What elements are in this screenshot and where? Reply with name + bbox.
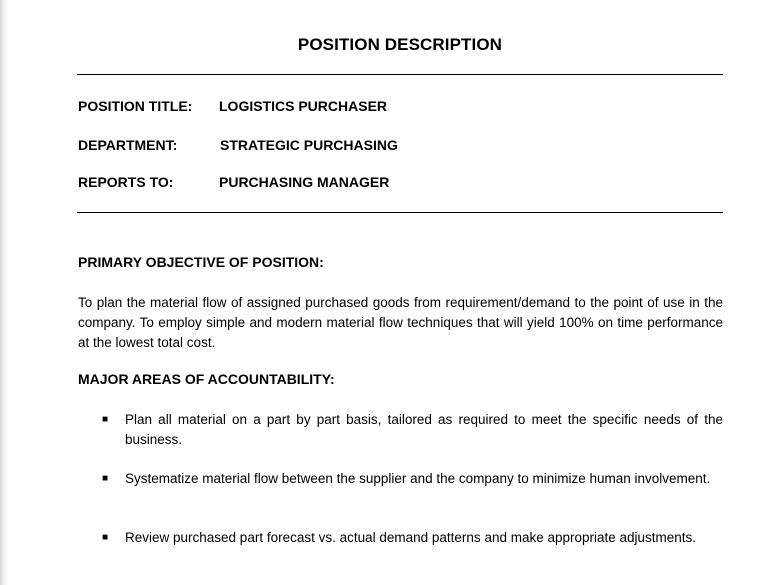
list-item-text: Review purchased part forecast vs. actual demand patterns and make appropriate adjustments. xyxy=(125,530,697,545)
page-edge-shadow xyxy=(0,0,8,585)
field-label: REPORTS TO: xyxy=(78,174,174,190)
field-value: PURCHASING MANAGER xyxy=(219,174,390,190)
document-page xyxy=(77,0,723,585)
divider-bottom xyxy=(77,212,723,213)
objective-heading: PRIMARY OBJECTIVE OF POSITION: xyxy=(78,254,324,270)
bullet-icon: ■ xyxy=(102,532,109,543)
field-value: STRATEGIC PURCHASING xyxy=(220,137,398,153)
document-title: POSITION DESCRIPTION xyxy=(297,35,503,54)
field-value: LOGISTICS PURCHASER xyxy=(219,98,388,114)
bullet-icon: ■ xyxy=(102,414,109,425)
divider-top xyxy=(77,74,723,75)
bullet-icon: ■ xyxy=(102,473,109,484)
accountability-heading: MAJOR AREAS OF ACCOUNTABILITY: xyxy=(78,371,335,387)
objective-paragraph: To plan the material flow of assigned purchased goods from requirement/demand to the point of use in the company. To employ simple and modern material flow techniques that will yield 100% on time performance at the lowest total cost. xyxy=(78,295,723,350)
field-label: POSITION TITLE: xyxy=(78,98,193,114)
list-item-text: Plan all material on a part by part basis, tailored as required to meet the specific needs of the business. xyxy=(125,412,723,447)
field-label: DEPARTMENT: xyxy=(78,137,178,153)
list-item-text: Systematize material flow between the supplier and the company to minimize human involvement. xyxy=(125,471,711,486)
